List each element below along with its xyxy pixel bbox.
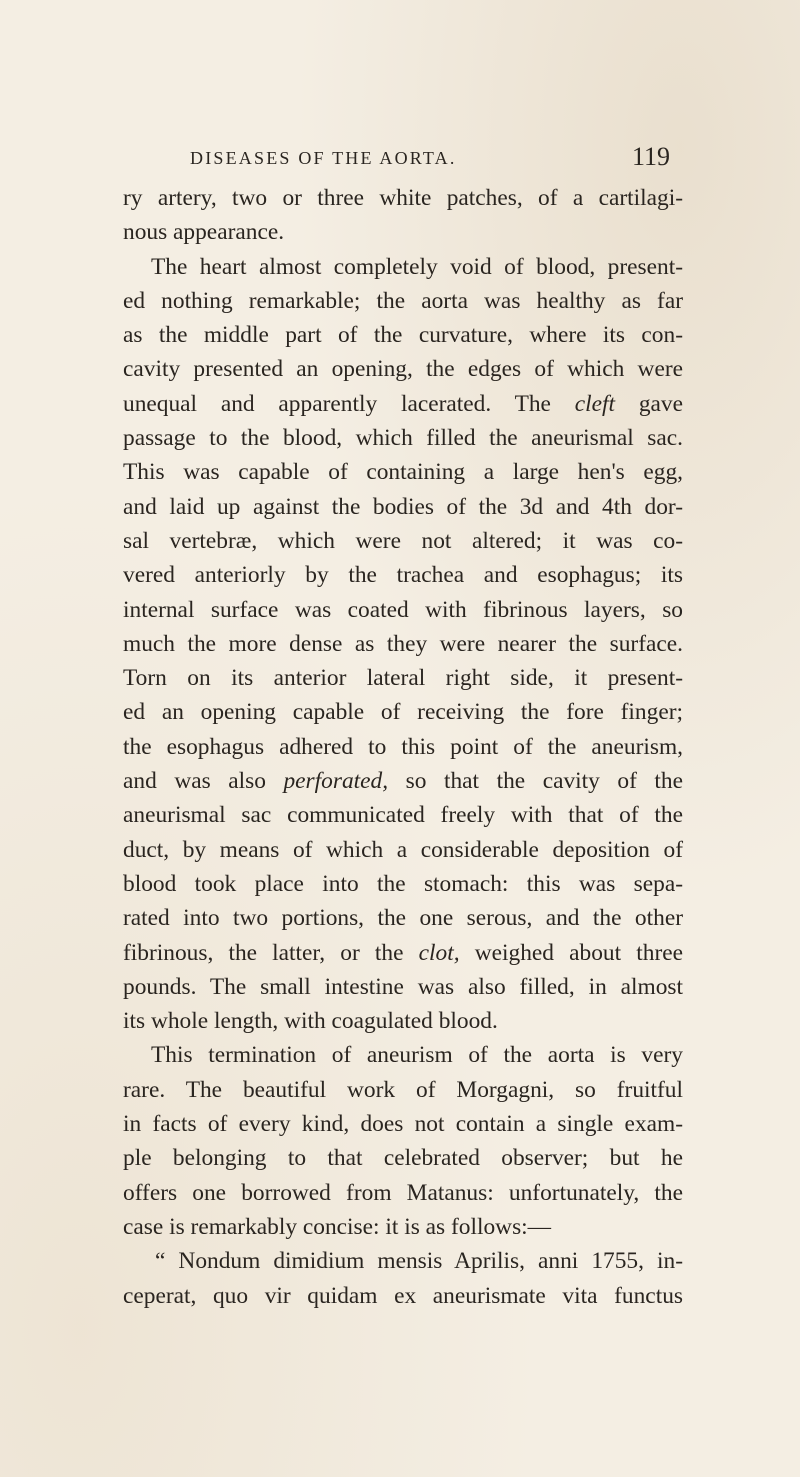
- text-line: case is remarkably concise: it is as follows:—: [123, 1213, 552, 1240]
- quotation-start-line: “ Nondum dimidium mensis Aprilis, anni 1755, in-: [155, 1248, 683, 1275]
- text-line: ple belonging to that celebrated observer; but he: [123, 1145, 683, 1172]
- text-line: pounds. The small intestine was also filled, in almost: [123, 973, 683, 1000]
- text-line: the esophagus adhered to this point of the aneurism,: [123, 733, 683, 760]
- text-line: nous appearance.: [123, 219, 285, 246]
- text-line: as the middle part of the curvature, where its con-: [123, 322, 683, 349]
- paragraph-start-line: The heart almost completely void of blood, present-: [151, 253, 683, 280]
- line-segment: fibrinous, the latter, or the: [123, 939, 404, 966]
- text-line: [123, 764, 683, 798]
- text-line: rated into two portions, the one serous, and the other: [123, 905, 683, 932]
- line-segment: weighed about three: [474, 939, 683, 966]
- paragraph-start-line: This termination of aneurism of the aorta is very: [151, 1042, 683, 1069]
- text-line: [123, 387, 683, 421]
- line-segment: so that the cavity of the: [405, 768, 683, 795]
- running-title: DISEASES OF THE AORTA.: [190, 148, 457, 168]
- text-line: internal surface was coated with fibrinous layers, so: [123, 596, 683, 623]
- text-line: ceperat, quo vir quidam ex aneurismate vita functus: [123, 1282, 683, 1309]
- text-line: ry artery, two or three white patches, of a cartilagi-: [123, 185, 683, 211]
- text-line: and laid up against the bodies of the 3d and 4th dor-: [123, 493, 683, 520]
- text-line: rare. The beautiful work of Morgagni, so fruitful: [123, 1076, 683, 1103]
- line-segment: gave: [638, 390, 683, 417]
- text-line: Torn on its anterior lateral right side, it present-: [123, 665, 683, 692]
- text-line: blood took place into the stomach: this was sepa-: [123, 870, 683, 897]
- italic-term-clot: clot,: [418, 939, 460, 966]
- line-segment: unequal and apparently lacerated. The: [123, 390, 551, 417]
- italic-term-cleft: cleft: [574, 390, 616, 417]
- text-line: aneurismal sac communicated freely with that of the: [123, 802, 683, 829]
- text-line: ed nothing remarkable; the aorta was healthy as far: [123, 287, 683, 314]
- italic-term-perforated: perforated,: [283, 768, 389, 795]
- running-head: [190, 142, 670, 176]
- text-line: much the more dense as they were nearer the surface.: [123, 630, 683, 657]
- text-line: sal vertebræ, which were not altered; it was co-: [123, 527, 683, 554]
- text-line: its whole length, with coagulated blood.: [123, 1008, 498, 1035]
- text-line: cavity presented an opening, the edges of which were: [123, 356, 683, 383]
- text-line: vered anteriorly by the trachea and esophagus; its: [123, 562, 683, 589]
- body-text: [123, 181, 683, 1313]
- text-line: [123, 936, 683, 970]
- text-line: This was capable of containing a large hen's egg,: [123, 459, 683, 486]
- text-line: duct, by means of which a considerable deposition of: [123, 836, 683, 863]
- line-segment: and was also: [123, 768, 266, 795]
- text-line: passage to the blood, which filled the aneurismal sac.: [123, 425, 683, 452]
- text-line: ed an opening capable of receiving the fore finger;: [123, 699, 683, 726]
- page-number: 119: [631, 142, 670, 171]
- text-line: offers one borrowed from Matanus: unfortunately, the: [123, 1179, 683, 1206]
- text-line: in facts of every kind, does not contain a single exam-: [123, 1111, 683, 1138]
